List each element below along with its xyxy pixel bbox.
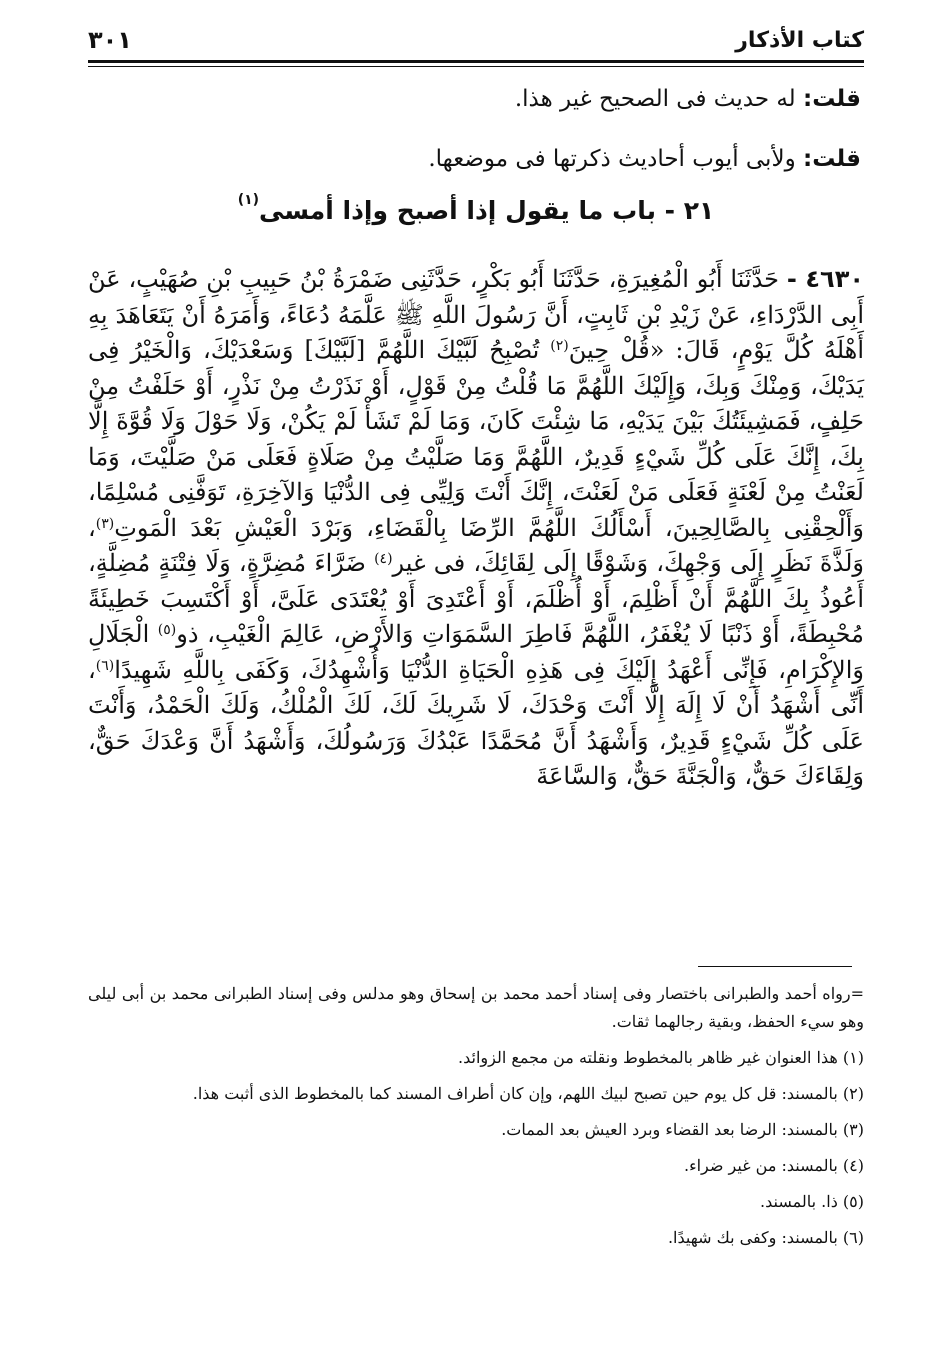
- note-2: [428, 146, 861, 172]
- hadith-segment: الْجَلَالِ وَالإِكْرَامِ، فَإِنِّى أَعْهَدُ إِلَيْكَ فِى هَذِهِ الْحَيَاةِ الدُّنْيَا وَأُشْهِدُكَ، وَكَفَى بِاللَّهِ شَهِيدًا: [88, 620, 864, 684]
- hadith-segment: ، وَلَذَّةَ نَظَرٍ إِلَى وَجْهِكَ، وَشَوْقًا إِلَى لِقَائِكَ، فى غير: [88, 513, 864, 577]
- footnote-ref: (٤): [374, 551, 393, 567]
- footnote-6: (٦) بالمسند: وكفى بك شهيدًا.: [667, 1228, 864, 1247]
- chapter-title: ٢١ - باب ما يقول إذا أصبح وإذا أمسى: [259, 196, 715, 225]
- hadith-segment: تُصْبِحُ لَبَّيْكَ اللَّهُمَّ [لَبَّيْكَ] وَسَعْدَيْكَ، وَالْخَيْرُ فِى يَدَيْكَ، وَمِنْكَ وَبِكَ، وَإِلَيْكَ اللَّهُمَّ مَا قُلْتُ مِنْ قَوْلٍ، أَوْ نَذَرْتُ مِنْ نَذْرٍ، أَوْ حَلَفْتُ مِنْ حَلِفٍ، فَمَشِيئَتُكَ بَيْنَ يَدَيْهِ، مَا شِئْتَ كَانَ، وَمَا لَمْ تَشَأْ لَمْ يَكُنْ، وَلَا حَوْلَ وَلَا قُوَّةَ إِلَّا بِكَ، إِنَّكَ عَلَى كُلِّ شَيْءٍ قَدِيرٌ، اللَّهُمَّ وَمَا صَلَّيْتُ مِنْ صَلَاةٍ فَعَلَى مَنْ صَلَّيْتَ، وَمَا لَعَنْتُ مِنْ لَعْنَةٍ فَعَلَى مَنْ لَعَنْتَ، إِنَّكَ أَنْتَ وَلِيِّى فِى الدُّنْيَا وَالآخِرَةِ، تَوَفَّنِى مُسْلِمًا، وَأَلْحِقْنِى بِالصَّالِحِينَ، أَسْأَلُكَ اللَّهُمَّ الرِّضَا بِالْقَضَاءِ، وَبَرْدَ الْعَيْشِ بَعْدَ الْمَوتِ: [88, 336, 864, 542]
- header-rule: [88, 60, 864, 63]
- footnote-3: (٣) بالمسند: الرضا بعد القضاء وبرد العيش بعد الممات.: [501, 1120, 864, 1139]
- footnote-1: (١) هذا العنوان غير ظاهر بالمخطوط ونقلته من مجمع الزوائد.: [458, 1048, 864, 1067]
- hadith-segment: ، أَنِّى أَشْهَدُ أَنْ لَا إِلَهَ إِلَّا أَنْتَ وَحْدَكَ، لَا شَرِيكَ لَكَ، لَكَ الْمُلْكُ، وَلَكَ الْحَمْدُ، وَأَنْتَ عَلَى كُلِّ شَيْءٍ قَدِيرٌ، وَأَشْهَدُ أَنَّ مُحَمَّدًا عَبْدُكَ وَرَسُولُكَ، وَأَشْهَدُ أَنَّ وَعْدَكَ حَقٌّ، وَلِقَاءَكَ حَقٌّ، وَالْجَنَّةَ حَقٌّ، وَالسَّاعَةَ: [88, 655, 864, 790]
- page-number: ٣٠١: [88, 26, 132, 54]
- footnote-ref: (٥): [157, 622, 177, 638]
- hadith-text: [88, 262, 864, 795]
- page-header: [88, 22, 864, 62]
- note-label: قلت:: [803, 86, 861, 112]
- footnote-2: (٢) بالمسند: قل كل يوم حين تصبح لبيك اللهم، وإن كان أطراف المسند كما بالمخطوط الذى أثبت هذا.: [192, 1084, 864, 1103]
- hadith-number: ٤٦٣٠ -: [786, 265, 864, 293]
- note-label: قلت:: [803, 146, 861, 172]
- footnote-continuation: =رواه أحمد والطبرانى باختصار وفى إسناد أحمد محمد بن إسحاق وهو مدلس وفى إسناد الطبرانى محمد بن أبى ليلى وهو سيء الحفظ، وبقية رجالهما ثقات.: [88, 984, 864, 1031]
- footnote-4: (٤) بالمسند: من غير ضراء.: [683, 1156, 864, 1175]
- note-1: [515, 86, 861, 112]
- footnote-rule: [698, 966, 852, 967]
- running-title: كتاب الأذكار: [735, 28, 864, 53]
- footnote-ref: (١): [237, 192, 260, 208]
- hadith-segment: ضَرَّاءَ مُضِرَّةٍ، وَلَا فِتْنَةٍ مُضِلَّةٍ، أَعُوذُ بِكَ اللَّهُمَّ أَنْ أَظْلِمَ، أَوْ أُظْلَمَ، أَوْ أَعْتَدِىَ أَوْ يُعْتَدَى عَلَىَّ، أَوْ أَكْتَسِبَ خَطِيئَةً مُحْبِطَةً، أَوْ ذَنْبًا لَا يُغْفَرُ، اللَّهُمَّ فَاطِرَ السَّمَوَاتِ وَالأَرْضِ، عَالِمَ الْغَيْبِ، ذو: [88, 549, 865, 648]
- footnote-ref: (٦): [95, 657, 115, 674]
- chapter-heading: [88, 192, 864, 225]
- footnote-ref: (٣): [95, 515, 115, 532]
- footnotes: [88, 980, 864, 1260]
- note-text: ولأبى أيوب أحاديث ذكرتها فى موضعها.: [428, 146, 803, 172]
- footnote-ref: (٢): [550, 338, 569, 354]
- footnote-5: (٥) ذا. بالمسند.: [760, 1192, 864, 1211]
- header-rule-thin: [88, 66, 864, 67]
- note-text: له حديث فى الصحيح غير هذا.: [514, 86, 803, 112]
- hadith-segment: حَدَّثَنَا أَبُو الْمُغِيرَةِ، حَدَّثَنَا أَبُو بَكْرٍ، حَدَّثَنِى ضَمْرَةُ بْنُ حَبِيبِ بْنِ صُهَيْبٍ، عَنْ أَبِى الدَّرْدَاءِ، عَنْ زَيْدِ بْنِ ثَابِتٍ، أَنَّ رَسُولَ اللَّهِ ﷺ عَلَّمَهُ دُعَاءً، وَأَمَرَهُ أَنْ يَتَعَاهَدَ بِهِ أَهْلَهُ كُلَّ يَوْمٍ، قَالَ: «قُلْ حِينَ: [88, 265, 864, 364]
